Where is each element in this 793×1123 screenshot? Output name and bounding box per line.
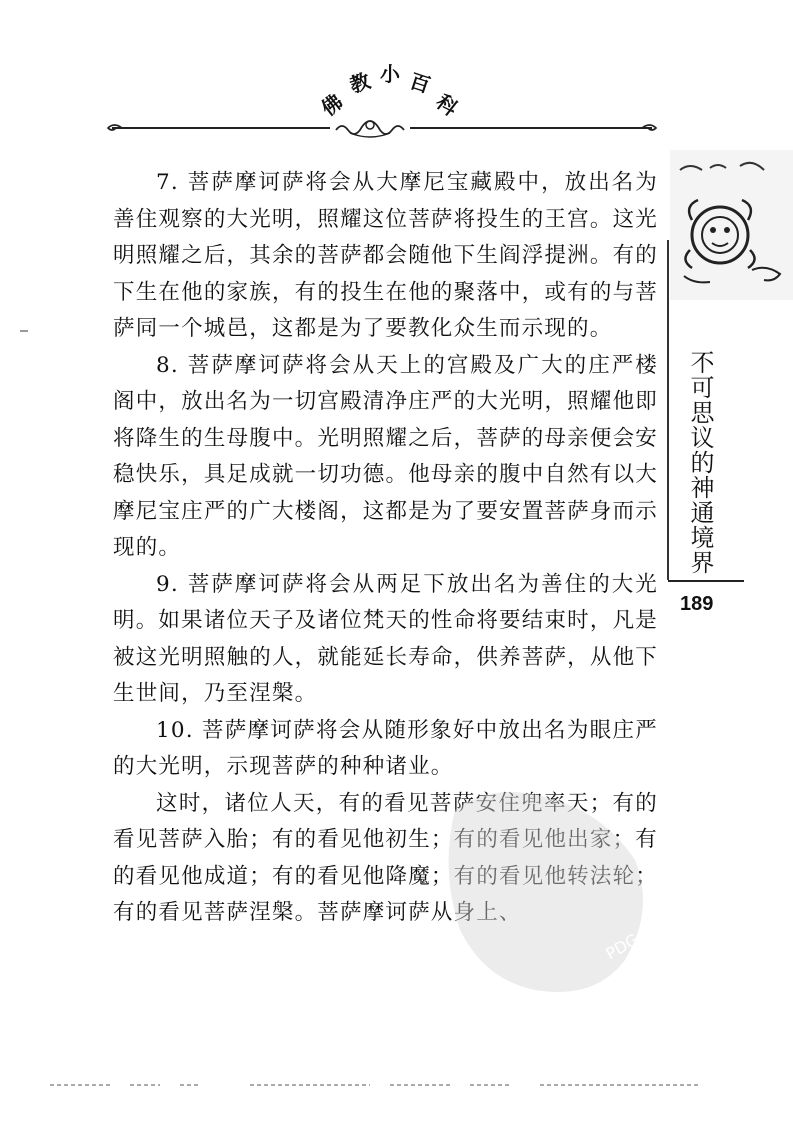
watermark-text: PDG — [602, 929, 642, 964]
rule-end-right-icon — [640, 122, 660, 134]
page-number-rule — [668, 580, 744, 582]
paragraph: 10. 菩萨摩诃萨将会从随形象好中放出名为眼庄严的大光明，示现菩萨的种种诸业。 — [113, 717, 658, 779]
lion-ornament-icon — [670, 150, 793, 300]
series-title-char: 百 — [406, 68, 434, 98]
series-title-char: 佛 — [316, 89, 348, 121]
series-title-char: 科 — [431, 89, 463, 121]
paragraph: 9. 菩萨摩诃萨将会从两足下放出名为善住的大光明。如果诸位天子及诸位梵天的性命将要结束时，凡是被这光明照触的人，就能延长寿命，供养菩萨，从他下生世间，乃至涅槃。 — [113, 571, 658, 706]
section-title: 不可思议的神通境界 — [686, 350, 714, 575]
paragraph: 8. 菩萨摩诃萨将会从天上的宫殿及广大的庄严楼阁中，放出名为一切宫殿清净庄严的大光明，照耀他即将降生的生母腹中。光明照耀之后，菩萨的母亲便会安稳快乐，具足成就一切功德。他母亲的腹中自然有以大摩尼宝庄严的广大楼阁，这都是为了要安置菩萨身而示现的。 — [113, 352, 658, 560]
series-title-char: 小 — [380, 62, 400, 86]
paragraph: 这时，诸位人天，有的看见菩萨安住兜率天；有的看见菩萨入胎；有的看见他初生；有的看见他出家；有的看见他成道；有的看见他降魔；有的看见他转法轮；有的看见菩萨涅槃。菩萨摩诃萨从身上、 — [113, 790, 658, 925]
paragraph: 7. 菩萨摩诃萨将会从大摩尼宝藏殿中，放出名为善住观察的大光明，照耀这位菩萨将投生的王宫。这光明照耀之后，其余的菩萨都会随他下生阎浮提洲。有的下生在他的家族，有的投生在他的聚落中，或有的与菩萨同一个城邑，这都是为了要教化众生而示现的。 — [113, 170, 658, 341]
page-number: 189 — [680, 593, 714, 615]
series-title-char: 教 — [346, 68, 374, 98]
library-stamp-watermark — [435, 770, 665, 1000]
scan-margin-mark — [20, 330, 28, 332]
cloud-ornament-icon — [330, 116, 410, 140]
side-divider — [667, 240, 669, 580]
scan-artifact — [40, 1080, 740, 1090]
rule-end-left-icon — [104, 122, 124, 134]
